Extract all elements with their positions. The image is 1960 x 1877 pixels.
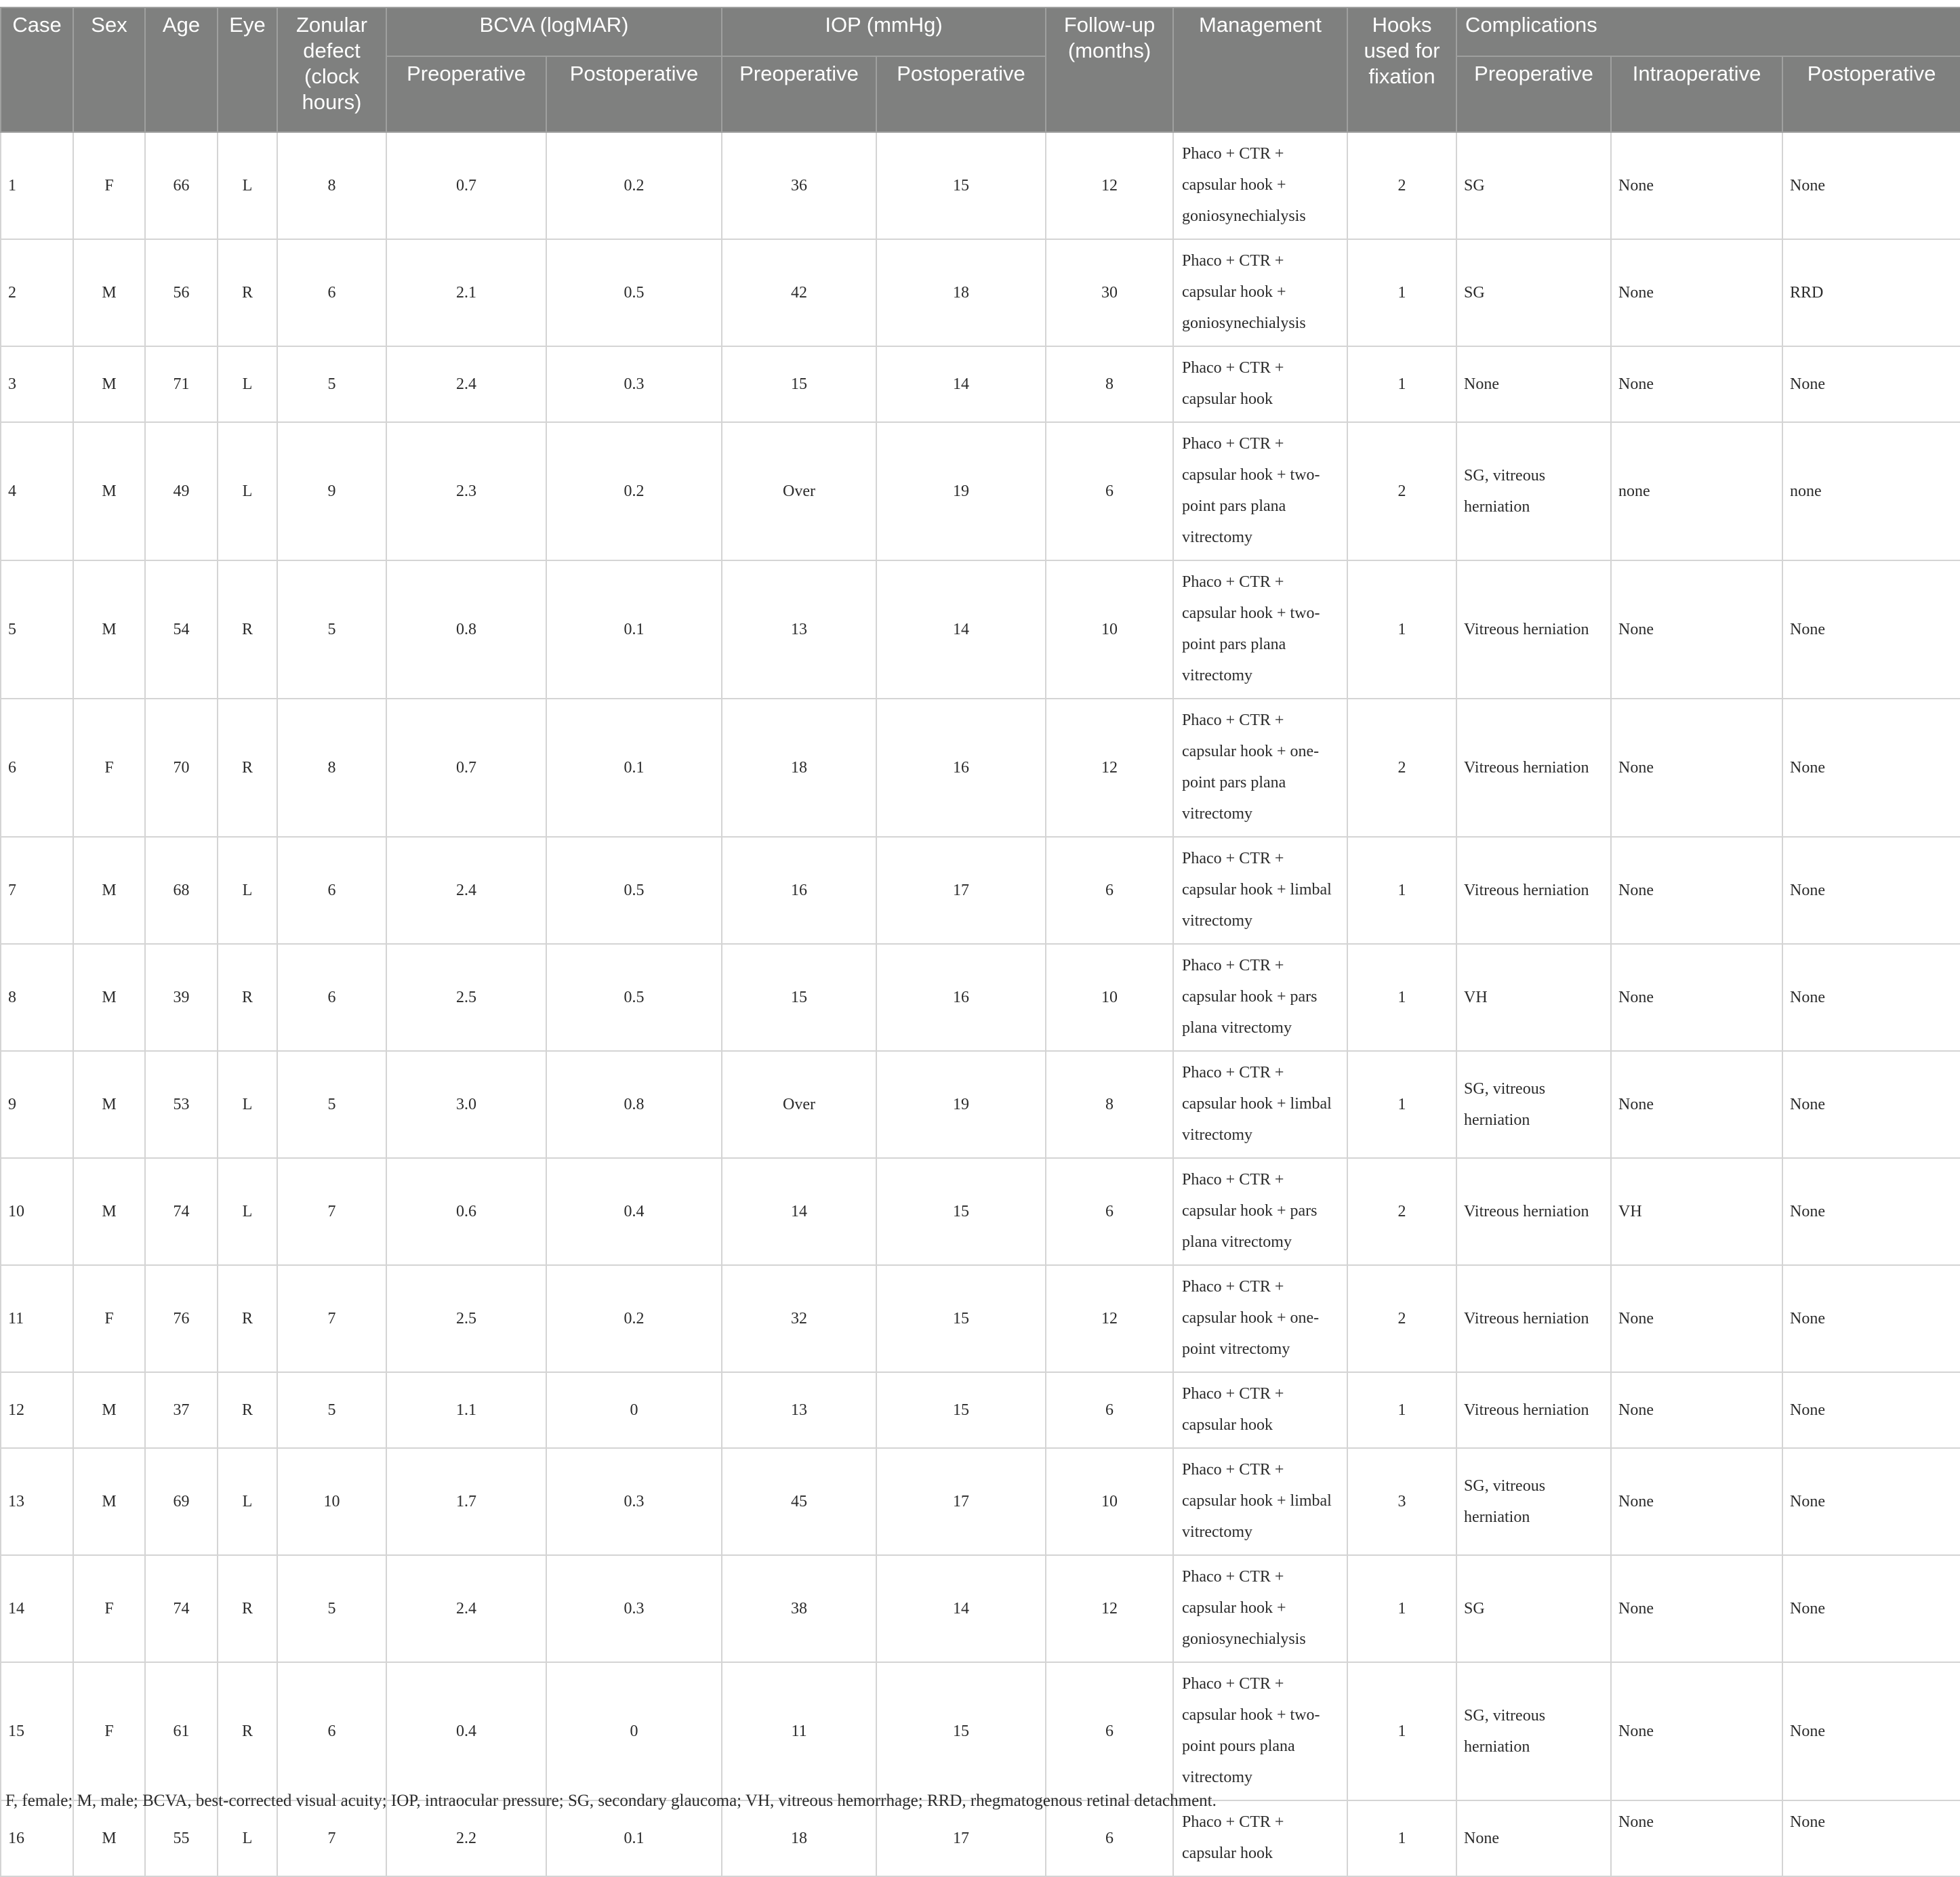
- cell-comp-intra: None: [1611, 1051, 1782, 1158]
- table-row: [1, 1265, 1960, 1372]
- cell-hooks: 1: [1347, 346, 1456, 422]
- cell-iop-post: 17: [876, 1800, 1046, 1876]
- cell-comp-intra: none: [1611, 422, 1782, 560]
- cell-followup: 12: [1046, 699, 1173, 837]
- cell-comp-pre: SG, vitreous herniation: [1456, 1051, 1611, 1158]
- cell-iop-post: 14: [876, 1555, 1046, 1662]
- cell-bcva-pre: 1.1: [386, 1372, 546, 1448]
- cell-followup: 30: [1046, 239, 1173, 346]
- cell-management: Phaco + CTR + capsular hook + goniosynechialysis: [1173, 132, 1347, 239]
- cell-case: 15: [1, 1662, 73, 1800]
- cell-iop-pre: 15: [722, 346, 876, 422]
- cell-iop-post: 15: [876, 1662, 1046, 1800]
- cell-iop-pre: 42: [722, 239, 876, 346]
- cell-age: 39: [145, 944, 218, 1051]
- cell-iop-post: 15: [876, 132, 1046, 239]
- cell-bcva-pre: 0.6: [386, 1158, 546, 1265]
- cell-zonular: 9: [277, 422, 386, 560]
- cell-bcva-post: 0.3: [546, 346, 722, 422]
- cell-bcva-pre: 2.2: [386, 1800, 546, 1876]
- cell-management: Phaco + CTR + capsular hook: [1173, 1800, 1347, 1876]
- cell-comp-pre: SG, vitreous herniation: [1456, 422, 1611, 560]
- cell-case: 4: [1, 422, 73, 560]
- cell-zonular: 6: [277, 837, 386, 944]
- cell-comp-pre: Vitreous herniation: [1456, 1265, 1611, 1372]
- table-row: [1, 346, 1960, 422]
- cell-bcva-pre: 2.1: [386, 239, 546, 346]
- cell-comp-pre: None: [1456, 1800, 1611, 1876]
- cell-bcva-post: 0.5: [546, 239, 722, 346]
- cell-comp-post: None: [1782, 1448, 1960, 1555]
- cell-zonular: 5: [277, 346, 386, 422]
- cell-iop-post: 15: [876, 1265, 1046, 1372]
- cell-bcva-post: 0.2: [546, 422, 722, 560]
- cell-management: Phaco + CTR + capsular hook + two-point pars plana vitrectomy: [1173, 422, 1347, 560]
- cell-sex: M: [73, 1448, 145, 1555]
- cell-eye: L: [218, 837, 277, 944]
- cell-age: 54: [145, 560, 218, 699]
- cell-zonular: 6: [277, 944, 386, 1051]
- cell-comp-intra: None: [1611, 1800, 1782, 1876]
- cell-eye: R: [218, 239, 277, 346]
- cell-age: 68: [145, 837, 218, 944]
- cell-iop-pre: 45: [722, 1448, 876, 1555]
- cell-iop-post: 17: [876, 1448, 1046, 1555]
- header-iop-postoperative: Postoperative: [876, 56, 1046, 132]
- cell-zonular: 6: [277, 239, 386, 346]
- cell-bcva-pre: 2.4: [386, 346, 546, 422]
- cell-sex: F: [73, 132, 145, 239]
- cell-age: 55: [145, 1800, 218, 1876]
- cell-case: 6: [1, 699, 73, 837]
- cell-followup: 12: [1046, 132, 1173, 239]
- cell-age: 74: [145, 1555, 218, 1662]
- cell-sex: M: [73, 239, 145, 346]
- cell-eye: L: [218, 422, 277, 560]
- cell-zonular: 6: [277, 1662, 386, 1800]
- table-row: [1, 1800, 1960, 1876]
- header-iop-preoperative: Preoperative: [722, 56, 876, 132]
- cell-zonular: 7: [277, 1265, 386, 1372]
- table-row: [1, 422, 1960, 560]
- cell-zonular: 10: [277, 1448, 386, 1555]
- cell-case: 14: [1, 1555, 73, 1662]
- cell-management: Phaco + CTR + capsular hook + limbal vitrectomy: [1173, 1448, 1347, 1555]
- cell-comp-intra: None: [1611, 1555, 1782, 1662]
- cell-hooks: 1: [1347, 837, 1456, 944]
- cell-comp-pre: Vitreous herniation: [1456, 1372, 1611, 1448]
- cell-hooks: 1: [1347, 239, 1456, 346]
- cell-sex: M: [73, 1372, 145, 1448]
- cell-age: 70: [145, 699, 218, 837]
- cell-iop-post: 16: [876, 944, 1046, 1051]
- header-complications-postoperative: Postoperative: [1782, 56, 1960, 132]
- cell-comp-intra: None: [1611, 132, 1782, 239]
- cell-case: 5: [1, 560, 73, 699]
- cell-case: 11: [1, 1265, 73, 1372]
- cell-hooks: 1: [1347, 1555, 1456, 1662]
- cell-hooks: 1: [1347, 1051, 1456, 1158]
- cell-sex: F: [73, 699, 145, 837]
- cell-sex: F: [73, 1662, 145, 1800]
- header-management: Management: [1173, 7, 1347, 132]
- cell-eye: L: [218, 1448, 277, 1555]
- cell-hooks: 1: [1347, 1372, 1456, 1448]
- cell-sex: M: [73, 1158, 145, 1265]
- cell-comp-intra: None: [1611, 1662, 1782, 1800]
- header-zonular-defect: Zonular defect (clock hours): [277, 7, 386, 132]
- cell-comp-pre: Vitreous herniation: [1456, 837, 1611, 944]
- cell-bcva-post: 0.5: [546, 837, 722, 944]
- table-body: [1, 132, 1960, 1876]
- cell-case: 7: [1, 837, 73, 944]
- cell-zonular: 5: [277, 1555, 386, 1662]
- cell-followup: 8: [1046, 1051, 1173, 1158]
- cell-comp-pre: Vitreous herniation: [1456, 560, 1611, 699]
- cell-eye: R: [218, 699, 277, 837]
- cell-bcva-post: 0: [546, 1662, 722, 1800]
- table-row: [1, 1158, 1960, 1265]
- cell-eye: R: [218, 1372, 277, 1448]
- table-header: [1, 7, 1960, 132]
- cell-case: 10: [1, 1158, 73, 1265]
- cell-sex: M: [73, 346, 145, 422]
- cell-management: Phaco + CTR + capsular hook: [1173, 346, 1347, 422]
- cell-comp-post: None: [1782, 1265, 1960, 1372]
- table-row: [1, 1555, 1960, 1662]
- cell-iop-pre: 14: [722, 1158, 876, 1265]
- cell-sex: F: [73, 1265, 145, 1372]
- cell-iop-pre: Over: [722, 422, 876, 560]
- cell-followup: 8: [1046, 346, 1173, 422]
- cell-sex: M: [73, 422, 145, 560]
- cell-iop-post: 19: [876, 422, 1046, 560]
- cell-iop-pre: 38: [722, 1555, 876, 1662]
- cell-zonular: 5: [277, 560, 386, 699]
- cell-bcva-post: 0: [546, 1372, 722, 1448]
- table-row: [1, 837, 1960, 944]
- cell-iop-post: 15: [876, 1158, 1046, 1265]
- cell-comp-intra: None: [1611, 346, 1782, 422]
- cell-followup: 6: [1046, 1372, 1173, 1448]
- patient-table: [0, 7, 1960, 1877]
- header-hooks: Hooks used for fixation: [1347, 7, 1456, 132]
- cell-bcva-post: 0.2: [546, 132, 722, 239]
- cell-comp-intra: None: [1611, 560, 1782, 699]
- cell-comp-post: None: [1782, 1372, 1960, 1448]
- cell-bcva-post: 0.8: [546, 1051, 722, 1158]
- cell-management: Phaco + CTR + capsular hook + one-point vitrectomy: [1173, 1265, 1347, 1372]
- cell-iop-pre: 13: [722, 1372, 876, 1448]
- cell-hooks: 1: [1347, 944, 1456, 1051]
- cell-sex: M: [73, 560, 145, 699]
- cell-eye: L: [218, 132, 277, 239]
- cell-comp-pre: None: [1456, 346, 1611, 422]
- cell-case: 12: [1, 1372, 73, 1448]
- cell-iop-post: 16: [876, 699, 1046, 837]
- cell-eye: R: [218, 1265, 277, 1372]
- cell-followup: 12: [1046, 1555, 1173, 1662]
- header-complications-intraoperative: Intraoperative: [1611, 56, 1782, 132]
- cell-comp-post: None: [1782, 1051, 1960, 1158]
- cell-iop-pre: 16: [722, 837, 876, 944]
- cell-iop-post: 17: [876, 837, 1046, 944]
- cell-eye: R: [218, 944, 277, 1051]
- cell-iop-pre: 11: [722, 1662, 876, 1800]
- cell-case: 9: [1, 1051, 73, 1158]
- cell-age: 66: [145, 132, 218, 239]
- cell-case: 1: [1, 132, 73, 239]
- cell-age: 56: [145, 239, 218, 346]
- cell-bcva-pre: 3.0: [386, 1051, 546, 1158]
- cell-sex: M: [73, 1800, 145, 1876]
- header-complications-preoperative: Preoperative: [1456, 56, 1611, 132]
- cell-followup: 10: [1046, 944, 1173, 1051]
- cell-comp-intra: None: [1611, 239, 1782, 346]
- cell-bcva-post: 0.5: [546, 944, 722, 1051]
- header-follow-up: Follow-up (months): [1046, 7, 1173, 132]
- cell-zonular: 7: [277, 1800, 386, 1876]
- table-row: [1, 1448, 1960, 1555]
- cell-hooks: 2: [1347, 699, 1456, 837]
- cell-bcva-pre: 0.7: [386, 132, 546, 239]
- header-bcva: BCVA (logMAR): [386, 7, 722, 56]
- cell-sex: M: [73, 1051, 145, 1158]
- cell-comp-post: None: [1782, 837, 1960, 944]
- cell-management: Phaco + CTR + capsular hook + one-point pars plana vitrectomy: [1173, 699, 1347, 837]
- cell-management: Phaco + CTR + capsular hook + limbal vitrectomy: [1173, 1051, 1347, 1158]
- cell-age: 37: [145, 1372, 218, 1448]
- cell-zonular: 5: [277, 1372, 386, 1448]
- cell-comp-intra: None: [1611, 699, 1782, 837]
- cell-bcva-post: 0.1: [546, 699, 722, 837]
- table-row: [1, 132, 1960, 239]
- header-case: Case: [1, 7, 73, 132]
- cell-bcva-post: 0.1: [546, 560, 722, 699]
- cell-comp-pre: SG, vitreous herniation: [1456, 1448, 1611, 1555]
- cell-bcva-pre: 2.3: [386, 422, 546, 560]
- cell-hooks: 2: [1347, 132, 1456, 239]
- cell-bcva-pre: 0.7: [386, 699, 546, 837]
- cell-comp-pre: Vitreous herniation: [1456, 699, 1611, 837]
- cell-age: 49: [145, 422, 218, 560]
- cell-sex: F: [73, 1555, 145, 1662]
- cell-age: 71: [145, 346, 218, 422]
- cell-hooks: 3: [1347, 1448, 1456, 1555]
- cell-eye: L: [218, 1800, 277, 1876]
- cell-followup: 6: [1046, 1662, 1173, 1800]
- cell-hooks: 2: [1347, 1158, 1456, 1265]
- cell-iop-pre: 36: [722, 132, 876, 239]
- table-row: [1, 1051, 1960, 1158]
- cell-bcva-pre: 2.5: [386, 944, 546, 1051]
- cell-comp-pre: Vitreous herniation: [1456, 1158, 1611, 1265]
- cell-followup: 6: [1046, 837, 1173, 944]
- cell-age: 74: [145, 1158, 218, 1265]
- cell-management: Phaco + CTR + capsular hook + pars plana vitrectomy: [1173, 944, 1347, 1051]
- table-row: [1, 699, 1960, 837]
- cell-comp-pre: SG: [1456, 1555, 1611, 1662]
- cell-bcva-pre: 1.7: [386, 1448, 546, 1555]
- cell-management: Phaco + CTR + capsular hook + pars plana vitrectomy: [1173, 1158, 1347, 1265]
- cell-followup: 10: [1046, 560, 1173, 699]
- cell-comp-intra: None: [1611, 1448, 1782, 1555]
- cell-iop-pre: 32: [722, 1265, 876, 1372]
- header-eye: Eye: [218, 7, 277, 132]
- cell-hooks: 1: [1347, 1800, 1456, 1876]
- cell-comp-post: None: [1782, 699, 1960, 837]
- cell-comp-pre: SG: [1456, 239, 1611, 346]
- cell-hooks: 2: [1347, 1265, 1456, 1372]
- cell-iop-pre: 18: [722, 699, 876, 837]
- cell-comp-intra: None: [1611, 1265, 1782, 1372]
- cell-bcva-post: 0.3: [546, 1448, 722, 1555]
- cell-case: 16: [1, 1800, 73, 1876]
- cell-eye: L: [218, 1051, 277, 1158]
- cell-zonular: 7: [277, 1158, 386, 1265]
- cell-iop-pre: 15: [722, 944, 876, 1051]
- cell-management: Phaco + CTR + capsular hook + goniosynechialysis: [1173, 1555, 1347, 1662]
- cell-iop-pre: 13: [722, 560, 876, 699]
- cell-management: Phaco + CTR + capsular hook + two-point pars plana vitrectomy: [1173, 560, 1347, 699]
- cell-comp-post: None: [1782, 132, 1960, 239]
- cell-followup: 6: [1046, 1158, 1173, 1265]
- cell-bcva-pre: 2.4: [386, 1555, 546, 1662]
- table-row: [1, 560, 1960, 699]
- table-row: [1, 1662, 1960, 1800]
- cell-management: Phaco + CTR + capsular hook + limbal vitrectomy: [1173, 837, 1347, 944]
- cell-iop-pre: 18: [722, 1800, 876, 1876]
- header-age: Age: [145, 7, 218, 132]
- cell-case: 13: [1, 1448, 73, 1555]
- cell-iop-pre: Over: [722, 1051, 876, 1158]
- cell-sex: M: [73, 837, 145, 944]
- cell-age: 76: [145, 1265, 218, 1372]
- header-sex: Sex: [73, 7, 145, 132]
- cell-bcva-pre: 2.4: [386, 837, 546, 944]
- cell-management: Phaco + CTR + capsular hook + goniosynechialysis: [1173, 239, 1347, 346]
- cell-comp-pre: VH: [1456, 944, 1611, 1051]
- cell-eye: L: [218, 1158, 277, 1265]
- cell-comp-pre: SG, vitreous herniation: [1456, 1662, 1611, 1800]
- header-bcva-preoperative: Preoperative: [386, 56, 546, 132]
- cell-comp-intra: VH: [1611, 1158, 1782, 1265]
- cell-comp-post: None: [1782, 1555, 1960, 1662]
- cell-eye: R: [218, 560, 277, 699]
- header-bcva-postoperative: Postoperative: [546, 56, 722, 132]
- cell-comp-post: RRD: [1782, 239, 1960, 346]
- table-row: [1, 239, 1960, 346]
- cell-bcva-post: 0.2: [546, 1265, 722, 1372]
- cell-zonular: 5: [277, 1051, 386, 1158]
- cell-comp-post: None: [1782, 1158, 1960, 1265]
- cell-eye: R: [218, 1555, 277, 1662]
- cell-management: Phaco + CTR + capsular hook + two-point pours plana vitrectomy: [1173, 1662, 1347, 1800]
- cell-bcva-pre: 0.4: [386, 1662, 546, 1800]
- cell-comp-post: None: [1782, 944, 1960, 1051]
- header-iop: IOP (mmHg): [722, 7, 1046, 56]
- cell-comp-pre: SG: [1456, 132, 1611, 239]
- cell-followup: 6: [1046, 1800, 1173, 1876]
- cell-followup: 10: [1046, 1448, 1173, 1555]
- cell-sex: M: [73, 944, 145, 1051]
- cell-comp-post: None: [1782, 1800, 1960, 1876]
- cell-age: 61: [145, 1662, 218, 1800]
- cell-comp-post: None: [1782, 346, 1960, 422]
- cell-followup: 6: [1046, 422, 1173, 560]
- cell-iop-post: 15: [876, 1372, 1046, 1448]
- cell-iop-post: 14: [876, 346, 1046, 422]
- cell-hooks: 1: [1347, 560, 1456, 699]
- table-row: [1, 1372, 1960, 1448]
- cell-followup: 12: [1046, 1265, 1173, 1372]
- cell-comp-intra: None: [1611, 944, 1782, 1051]
- cell-iop-post: 18: [876, 239, 1046, 346]
- cell-eye: R: [218, 1662, 277, 1800]
- header-complications: Complications: [1456, 7, 1960, 56]
- cell-hooks: 2: [1347, 422, 1456, 560]
- cell-iop-post: 19: [876, 1051, 1046, 1158]
- cell-bcva-post: 0.4: [546, 1158, 722, 1265]
- cell-zonular: 8: [277, 132, 386, 239]
- cell-age: 53: [145, 1051, 218, 1158]
- cell-comp-post: None: [1782, 1662, 1960, 1800]
- cell-hooks: 1: [1347, 1662, 1456, 1800]
- cell-age: 69: [145, 1448, 218, 1555]
- cell-case: 8: [1, 944, 73, 1051]
- table-container: [0, 7, 1960, 1877]
- cell-eye: L: [218, 346, 277, 422]
- cell-zonular: 8: [277, 699, 386, 837]
- cell-comp-intra: None: [1611, 837, 1782, 944]
- table-footnote: F, female; M, male; BCVA, best-corrected visual acuity; IOP, intraocular pressure; SG, secondary glaucoma; VH, vitreous hemorrhage; RRD, rhegmatogenous retinal detachment.: [5, 1792, 1217, 1810]
- cell-comp-intra: None: [1611, 1372, 1782, 1448]
- cell-bcva-pre: 0.8: [386, 560, 546, 699]
- cell-case: 3: [1, 346, 73, 422]
- cell-comp-post: None: [1782, 560, 1960, 699]
- cell-iop-post: 14: [876, 560, 1046, 699]
- cell-case: 2: [1, 239, 73, 346]
- table-row: [1, 944, 1960, 1051]
- cell-management: Phaco + CTR + capsular hook: [1173, 1372, 1347, 1448]
- cell-bcva-post: 0.3: [546, 1555, 722, 1662]
- cell-comp-post: none: [1782, 422, 1960, 560]
- cell-bcva-pre: 2.5: [386, 1265, 546, 1372]
- cell-bcva-post: 0.1: [546, 1800, 722, 1876]
